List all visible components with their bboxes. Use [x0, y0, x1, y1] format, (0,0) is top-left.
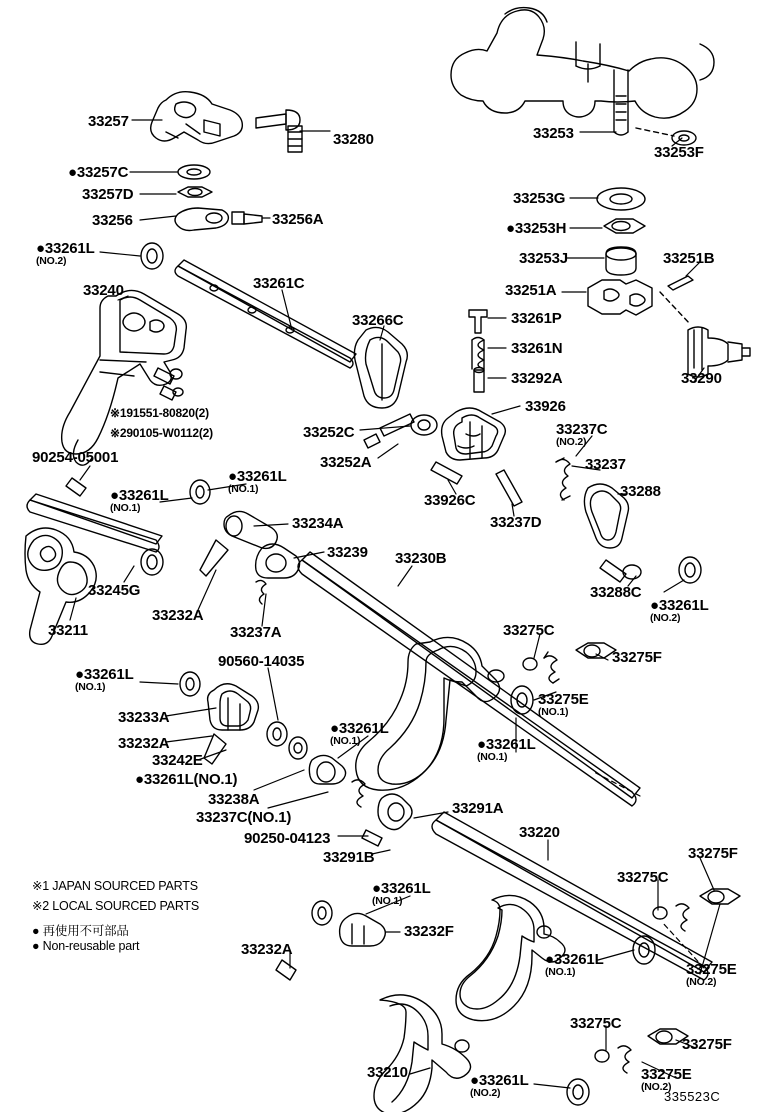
part-label-text: 33261N	[511, 340, 563, 357]
part-label-sub: (NO.1)	[75, 681, 106, 693]
part-label-text: 33251B	[663, 250, 715, 267]
drawing-number	[664, 1089, 720, 1104]
legend-note-japan	[32, 878, 198, 893]
part-label-sub: (NO.2)	[686, 976, 717, 988]
part-label-33237	[585, 456, 626, 473]
legend-note-reuse-jp	[32, 921, 129, 939]
part-label-sub: (NO.2)	[470, 1087, 501, 1099]
part-label-sub: (NO.1)	[538, 706, 569, 718]
part-label-33253g	[513, 190, 565, 207]
part-label-text: 33232A	[118, 735, 170, 752]
part-label-33232a-c	[241, 941, 292, 958]
part-label-text: 33230B	[395, 550, 447, 567]
part-label-90254-05001	[32, 449, 118, 466]
part-label-text: ●33261L	[545, 951, 604, 968]
part-label-33240	[83, 282, 124, 299]
part-label-text: 33275F	[688, 845, 738, 862]
part-label-33280	[333, 131, 374, 148]
part-label-text: 33233A	[118, 709, 170, 726]
part-label-text: 33261P	[511, 310, 562, 327]
part-label-90250-04123	[244, 830, 330, 847]
part-label-text: 33240	[83, 282, 124, 299]
part-label-text: 33253J	[519, 250, 568, 267]
part-label-sub: (NO.2)	[650, 612, 681, 624]
part-label-sub: (NO.1)	[545, 966, 576, 978]
part-label-33257d	[82, 186, 133, 203]
part-label-text: 33288	[620, 483, 661, 500]
part-label-text: 33275E	[686, 961, 737, 978]
part-label-33926	[525, 398, 566, 415]
part-label-text: 33291B	[323, 849, 375, 866]
part-label-text: 33275C	[617, 869, 669, 886]
part-label-text: 33253	[533, 125, 574, 142]
part-label-text: 33237A	[230, 624, 282, 641]
part-label-33252a	[320, 454, 371, 471]
part-label-33256	[92, 212, 133, 229]
part-label-text: 33275E	[538, 691, 589, 708]
part-label-text: 33275C	[570, 1015, 622, 1032]
part-label-33251b	[663, 250, 714, 267]
part-label-33261l-no2-c	[470, 1072, 529, 1099]
legend-text: ※2 LOCAL SOURCED PARTS	[32, 899, 199, 913]
part-label-33234a	[292, 515, 343, 532]
part-label-33261l-no1-b	[110, 487, 169, 514]
legend-text: ● Non-reusable part	[32, 939, 140, 953]
part-label-33233a	[118, 709, 169, 726]
part-label-text: 33237	[585, 456, 626, 473]
part-label-33237a	[230, 624, 281, 641]
inline-note-text: ※191551-80820(2)	[110, 406, 209, 420]
part-label-text: 33926C	[424, 492, 476, 509]
part-label-33288c	[590, 584, 641, 601]
part-label-33261n	[511, 340, 562, 357]
part-label-sub: (NO.1)	[372, 895, 403, 907]
part-label-33290	[681, 370, 722, 387]
part-label-33291a	[452, 800, 503, 817]
part-label-33232a-a	[152, 607, 203, 624]
part-label-text: 33926	[525, 398, 566, 415]
part-label-33239	[327, 544, 368, 561]
part-label-33251a	[505, 282, 556, 299]
part-label-text: 33232F	[404, 923, 454, 940]
part-label-33275f-c	[682, 1036, 732, 1053]
part-label-33275e-no1	[538, 691, 589, 718]
legend-text: ※1 JAPAN SOURCED PARTS	[32, 879, 198, 893]
part-label-33253h	[506, 220, 566, 237]
part-label-33261p	[511, 310, 562, 327]
part-label-text: 33238A	[208, 791, 260, 808]
part-label-text: ●33253H	[506, 220, 567, 237]
part-label-text: 90250-04123	[244, 830, 331, 847]
part-label-text: ●33261L	[372, 880, 431, 897]
part-label-33266c	[352, 312, 403, 329]
part-label-text: ●33261L	[470, 1072, 529, 1089]
part-label-text: ●33261L	[650, 597, 709, 614]
part-label-33230b	[395, 550, 446, 567]
part-label-text: 33220	[519, 824, 560, 841]
part-label-33275f-a	[612, 649, 662, 666]
part-label-33232f	[404, 923, 454, 940]
part-label-33261l-no1-e	[477, 736, 536, 763]
part-label-33237c-no2	[556, 421, 607, 448]
part-label-text: ●33257C	[68, 164, 129, 181]
part-label-text: 33242E	[152, 752, 203, 769]
part-label-33245g	[88, 582, 140, 599]
part-label-text: 33253G	[513, 190, 566, 207]
part-label-33275c-b	[617, 869, 668, 886]
inline-note-1	[110, 406, 209, 420]
part-label-text: 33256A	[272, 211, 324, 228]
part-label-text: 33275F	[612, 649, 662, 666]
part-label-text: 90254-05001	[32, 449, 119, 466]
part-label-text: ●33261L(NO.1)	[135, 771, 238, 788]
part-label-text: 33237C	[556, 421, 608, 438]
part-label-sub: (NO.2)	[556, 436, 587, 448]
part-label-33211	[48, 622, 88, 639]
part-label-text: 33210	[367, 1064, 408, 1081]
part-label-33210	[367, 1064, 408, 1081]
part-label-text: 33253F	[654, 144, 704, 161]
part-label-sub: (NO.1)	[330, 735, 361, 747]
part-label-text: ●33261L	[75, 666, 134, 683]
part-label-33238a	[208, 791, 259, 808]
part-label-text: 33252C	[303, 424, 355, 441]
inline-note-2	[110, 426, 213, 440]
part-label-text: ●33261L	[228, 468, 287, 485]
part-label-text: 33266C	[352, 312, 404, 329]
part-label-33257c	[68, 164, 128, 181]
part-label-text: 33275E	[641, 1066, 692, 1083]
part-label-sub: (NO.1)	[477, 751, 508, 763]
part-label-33253f	[654, 144, 704, 161]
legend-text: ● 再使用不可部品	[32, 924, 129, 938]
part-label-33275c-c	[570, 1015, 621, 1032]
part-label-text: 33239	[327, 544, 368, 561]
part-label-33261l-no1-d	[330, 720, 389, 747]
part-label-text: 33232A	[241, 941, 293, 958]
part-label-33237d	[490, 514, 541, 531]
part-label-33232a-b	[118, 735, 169, 752]
part-label-text: 33257	[88, 113, 129, 130]
part-label-text: ●33261L	[110, 487, 169, 504]
legend-note-reuse-en	[32, 939, 139, 953]
part-label-33261l-no2-b	[650, 597, 709, 624]
part-label-33261l-no2-a	[36, 240, 95, 267]
part-label-33275c-a	[503, 622, 554, 639]
part-label-text: 33237C(NO.1)	[196, 809, 292, 826]
part-label-text: 33234A	[292, 515, 344, 532]
part-label-33257	[88, 113, 129, 130]
part-label-33275f-b	[688, 845, 738, 862]
part-label-text: 33245G	[88, 582, 141, 599]
part-label-text: 33280	[333, 131, 374, 148]
part-label-33256a	[272, 211, 323, 228]
part-label-text: 33261C	[253, 275, 305, 292]
part-label-33261l-no1-h	[545, 951, 604, 978]
part-label-text: 33232A	[152, 607, 204, 624]
part-label-sub: (NO.1)	[110, 502, 141, 514]
part-label-33237c-no1	[196, 809, 291, 826]
part-label-33261l-no1-g	[372, 880, 431, 907]
part-label-33926c	[424, 492, 475, 509]
part-label-text: 33288C	[590, 584, 642, 601]
part-label-sub: (NO.1)	[228, 483, 259, 495]
part-label-33291b	[323, 849, 374, 866]
part-label-text: 33275F	[682, 1036, 732, 1053]
part-label-text: 90560-14035	[218, 653, 305, 670]
part-label-text: 33292A	[511, 370, 563, 387]
part-label-sub: (NO.2)	[641, 1081, 672, 1093]
part-label-text: 33275C	[503, 622, 555, 639]
part-label-text: 33291A	[452, 800, 504, 817]
part-label-33252c	[303, 424, 354, 441]
part-label-33261c	[253, 275, 304, 292]
part-label-33220	[519, 824, 560, 841]
part-label-33275e-no2-a	[686, 961, 737, 988]
part-label-text: 33251A	[505, 282, 557, 299]
part-label-text: ●33261L	[330, 720, 389, 737]
drawing-number-text: 335523C	[664, 1089, 721, 1104]
part-label-text: 33211	[48, 622, 88, 639]
part-label-33261l-no1-f	[135, 771, 237, 788]
part-label-text: 33256	[92, 212, 133, 229]
part-label-33253j	[519, 250, 568, 267]
part-label-sub: (NO.2)	[36, 255, 67, 267]
part-label-33261l-no1-c	[75, 666, 134, 693]
part-label-33261l-no1-a	[228, 468, 287, 495]
part-label-33242e	[152, 752, 203, 769]
part-label-33288	[620, 483, 661, 500]
part-label-33253	[533, 125, 574, 142]
inline-note-text: ※290105-W0112(2)	[110, 426, 213, 440]
part-label-33292a	[511, 370, 562, 387]
part-label-text: 33237D	[490, 514, 542, 531]
part-label-text: ●33261L	[36, 240, 95, 257]
part-label-text: ●33261L	[477, 736, 536, 753]
legend-note-local	[32, 898, 199, 913]
part-label-text: 33257D	[82, 186, 134, 203]
part-label-90560-14035	[218, 653, 304, 670]
part-label-text: 33290	[681, 370, 722, 387]
part-label-text: 33252A	[320, 454, 372, 471]
